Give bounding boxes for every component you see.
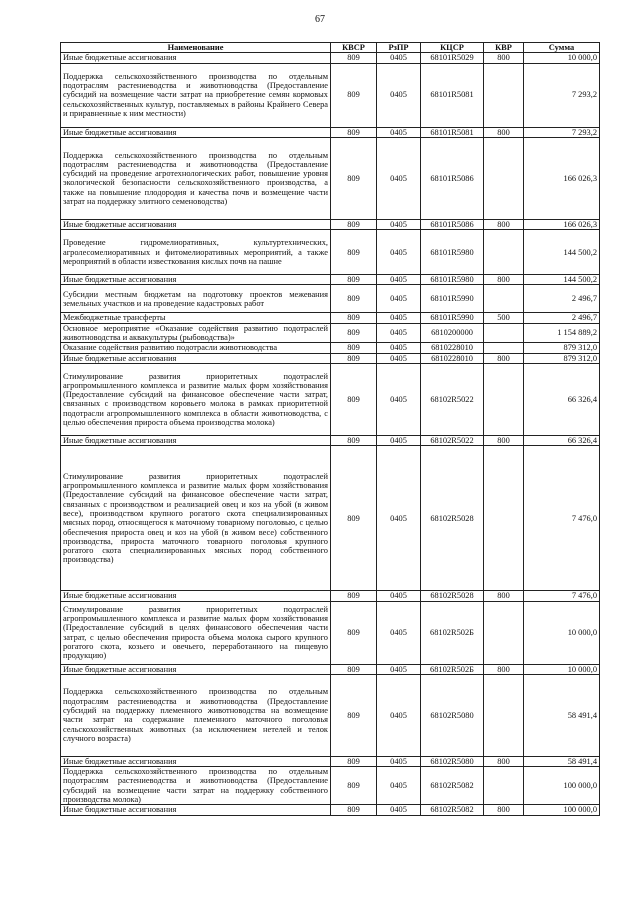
cell-kvsr: 809 — [331, 343, 377, 353]
cell-kcsr: 68102R5080 — [421, 756, 484, 766]
header-row — [61, 43, 600, 53]
cell-name: Иные бюджетные ассигнования — [61, 275, 331, 285]
cell-kvr — [484, 285, 524, 313]
header-kvr: КВР — [484, 43, 524, 53]
cell-sum: 100 000,0 — [524, 805, 600, 815]
cell-sum: 7 293,2 — [524, 63, 600, 127]
table-row — [61, 285, 600, 313]
cell-kcsr: 68101R5081 — [421, 63, 484, 127]
table-row — [61, 805, 600, 815]
cell-rzpr: 0405 — [377, 275, 421, 285]
cell-kvsr: 809 — [331, 435, 377, 445]
cell-kcsr: 68102R5082 — [421, 805, 484, 815]
cell-sum: 58 491,4 — [524, 674, 600, 756]
cell-sum: 2 496,7 — [524, 285, 600, 313]
cell-sum: 10 000,0 — [524, 53, 600, 63]
table-row — [61, 767, 600, 805]
cell-name: Основное мероприятие «Оказание содействия развитию подотраслей животноводства и аквакультуры (рыбоводства)» — [61, 323, 331, 343]
cell-kcsr: 68102R502Б — [421, 601, 484, 664]
cell-kvsr: 809 — [331, 805, 377, 815]
cell-rzpr: 0405 — [377, 285, 421, 313]
cell-kvsr: 809 — [331, 446, 377, 591]
cell-kcsr: 6810200000 — [421, 323, 484, 343]
cell-kcsr: 68102R5022 — [421, 363, 484, 435]
cell-kvsr: 809 — [331, 219, 377, 229]
cell-kvr: 800 — [484, 127, 524, 137]
cell-sum: 879 312,0 — [524, 353, 600, 363]
cell-kcsr: 68102R5080 — [421, 674, 484, 756]
cell-name: Поддержка сельскохозяйственного производства по отдельным подотраслям растениеводства и животноводства (Предоставление субсидий на возмещение части затрат на приобретение семян кормовых сельскохозяйственных культур, поставляемых в районы Крайнего Севера и приравненные к ним местности) — [61, 63, 331, 127]
cell-kcsr: 68101R5980 — [421, 275, 484, 285]
cell-kvr — [484, 63, 524, 127]
cell-sum: 144 500,2 — [524, 275, 600, 285]
table-row — [61, 601, 600, 664]
table-row — [61, 674, 600, 756]
cell-rzpr: 0405 — [377, 767, 421, 805]
cell-kvr: 800 — [484, 756, 524, 766]
table-row — [61, 435, 600, 445]
cell-name: Иные бюджетные ассигнования — [61, 756, 331, 766]
cell-sum: 66 326,4 — [524, 363, 600, 435]
cell-rzpr: 0405 — [377, 137, 421, 219]
cell-kvsr: 809 — [331, 591, 377, 601]
cell-kcsr: 68101R5086 — [421, 137, 484, 219]
cell-rzpr: 0405 — [377, 127, 421, 137]
budget-table — [60, 42, 600, 816]
table-row — [61, 230, 600, 275]
cell-kcsr: 68101R5029 — [421, 53, 484, 63]
cell-sum: 7 293,2 — [524, 127, 600, 137]
cell-kvr: 800 — [484, 591, 524, 601]
header-kcsr: КЦСР — [421, 43, 484, 53]
cell-kcsr: 6810228010 — [421, 353, 484, 363]
table-row — [61, 664, 600, 674]
cell-sum: 7 476,0 — [524, 591, 600, 601]
cell-kvr: 800 — [484, 435, 524, 445]
cell-sum: 166 026,3 — [524, 219, 600, 229]
cell-kvsr: 809 — [331, 63, 377, 127]
cell-kvr — [484, 343, 524, 353]
table-row — [61, 219, 600, 229]
cell-kvsr: 809 — [331, 674, 377, 756]
cell-name: Иные бюджетные ассигнования — [61, 591, 331, 601]
header-rzpr: РзПР — [377, 43, 421, 53]
cell-name: Стимулирование развития приоритетных подотраслей агропромышленного комплекса и развитие малых форм хозяйствования (Предоставление субсидий на финансовое обеспечение части затрат, связанных с производством и реализацией овец и коз на убой (в живом весе), производством крупного рогатого скота специализированных мясных пород, относящегося к маточному товарному поголовью, с целью обеспечения прироста овец и коз на убой (в живом весе) собственного производства, прироста маточного товарного поголовья крупного рогатого скота специализированных мясных пород собственного производства) — [61, 446, 331, 591]
cell-kcsr: 68102R5028 — [421, 591, 484, 601]
cell-name: Субсидии местным бюджетам на подготовку проектов межевания земельных участков и на проведение кадастровых работ — [61, 285, 331, 313]
cell-kcsr: 68101R5081 — [421, 127, 484, 137]
cell-rzpr: 0405 — [377, 63, 421, 127]
table-row — [61, 591, 600, 601]
cell-name: Иные бюджетные ассигнования — [61, 805, 331, 815]
cell-kvr — [484, 137, 524, 219]
cell-kcsr: 68102R5028 — [421, 446, 484, 591]
cell-name: Иные бюджетные ассигнования — [61, 219, 331, 229]
cell-sum: 10 000,0 — [524, 664, 600, 674]
cell-kvsr: 809 — [331, 230, 377, 275]
cell-kvsr: 809 — [331, 285, 377, 313]
cell-sum: 66 326,4 — [524, 435, 600, 445]
table-row — [61, 756, 600, 766]
cell-kvsr: 809 — [331, 664, 377, 674]
cell-name: Проведение гидромелиоративных, культуртехнических, агролесомелиоративных и фитомелиоративных мероприятий, а также мероприятий в области известкования кислых почв на пашне — [61, 230, 331, 275]
cell-rzpr: 0405 — [377, 53, 421, 63]
table-row — [61, 446, 600, 591]
cell-sum: 7 476,0 — [524, 446, 600, 591]
cell-sum: 100 000,0 — [524, 767, 600, 805]
cell-kvsr: 809 — [331, 363, 377, 435]
cell-kvsr: 809 — [331, 313, 377, 323]
cell-kcsr: 68101R5990 — [421, 285, 484, 313]
cell-rzpr: 0405 — [377, 435, 421, 445]
cell-sum: 1 154 889,2 — [524, 323, 600, 343]
cell-kvsr: 809 — [331, 323, 377, 343]
table-row — [61, 313, 600, 323]
cell-name: Иные бюджетные ассигнования — [61, 435, 331, 445]
cell-name: Иные бюджетные ассигнования — [61, 664, 331, 674]
cell-kvr — [484, 767, 524, 805]
table-row — [61, 127, 600, 137]
table-row — [61, 343, 600, 353]
cell-kvsr: 809 — [331, 275, 377, 285]
cell-rzpr: 0405 — [377, 664, 421, 674]
header-name: Наименование — [61, 43, 331, 53]
cell-name: Иные бюджетные ассигнования — [61, 353, 331, 363]
cell-kcsr: 68102R5022 — [421, 435, 484, 445]
table-row — [61, 275, 600, 285]
cell-rzpr: 0405 — [377, 230, 421, 275]
cell-kvr: 500 — [484, 313, 524, 323]
cell-kvr: 800 — [484, 805, 524, 815]
cell-rzpr: 0405 — [377, 219, 421, 229]
cell-kvr: 800 — [484, 275, 524, 285]
cell-rzpr: 0405 — [377, 446, 421, 591]
table-row — [61, 63, 600, 127]
cell-kcsr: 68101R5086 — [421, 219, 484, 229]
cell-kvr — [484, 674, 524, 756]
cell-sum: 166 026,3 — [524, 137, 600, 219]
cell-name: Поддержка сельскохозяйственного производства по отдельным подотраслям растениеводства и животноводства (Предоставление субсидий на возмещение части затрат на поддержку собственного производства молока) — [61, 767, 331, 805]
cell-rzpr: 0405 — [377, 343, 421, 353]
cell-rzpr: 0405 — [377, 591, 421, 601]
cell-kvsr: 809 — [331, 127, 377, 137]
table-row — [61, 323, 600, 343]
cell-kvr: 800 — [484, 353, 524, 363]
cell-name: Стимулирование развития приоритетных подотраслей агропромышленного комплекса и развитие малых форм хозяйствования (Предоставление субсидий на финансовое обеспечение части затрат, связанных с производством коровьего молока в рамках приоритетной подотрасли агропромышленного комплекса в области животноводства, с целью обеспечения прироста объема производства молока) — [61, 363, 331, 435]
cell-sum: 144 500,2 — [524, 230, 600, 275]
cell-kvr — [484, 363, 524, 435]
cell-rzpr: 0405 — [377, 601, 421, 664]
table-row — [61, 353, 600, 363]
cell-rzpr: 0405 — [377, 756, 421, 766]
header-sum: Сумма — [524, 43, 600, 53]
cell-kcsr: 68101R5980 — [421, 230, 484, 275]
cell-rzpr: 0405 — [377, 674, 421, 756]
cell-sum: 58 491,4 — [524, 756, 600, 766]
cell-name: Иные бюджетные ассигнования — [61, 127, 331, 137]
cell-kvsr: 809 — [331, 353, 377, 363]
cell-kvr: 800 — [484, 219, 524, 229]
cell-rzpr: 0405 — [377, 313, 421, 323]
cell-kcsr: 68102R502Б — [421, 664, 484, 674]
cell-kvsr: 809 — [331, 767, 377, 805]
cell-sum: 879 312,0 — [524, 343, 600, 353]
cell-kvr — [484, 323, 524, 343]
cell-kvsr: 809 — [331, 53, 377, 63]
cell-rzpr: 0405 — [377, 363, 421, 435]
cell-kvr — [484, 230, 524, 275]
cell-rzpr: 0405 — [377, 353, 421, 363]
cell-name: Поддержка сельскохозяйственного производства по отдельным подотраслям растениеводства и животноводства (Предоставление субсидий на проведение агротехнологических работ, повышение уровня экологической безопасности сельскохозяйственного производства, а также на повышение плодородия и качества почв и возмещение части затрат на поддержку элитного семеноводства) — [61, 137, 331, 219]
cell-kvr: 800 — [484, 664, 524, 674]
cell-kcsr: 68101R5990 — [421, 313, 484, 323]
cell-sum: 2 496,7 — [524, 313, 600, 323]
page-number: 67 — [315, 14, 325, 25]
table-row — [61, 53, 600, 63]
cell-rzpr: 0405 — [377, 323, 421, 343]
table-row — [61, 137, 600, 219]
cell-name: Межбюджетные трансферты — [61, 313, 331, 323]
header-kvsr: КВСР — [331, 43, 377, 53]
cell-kcsr: 6810228010 — [421, 343, 484, 353]
cell-kvr — [484, 601, 524, 664]
cell-name: Оказание содействия развитию подотрасли животноводства — [61, 343, 331, 353]
table-row — [61, 363, 600, 435]
cell-kvsr: 809 — [331, 601, 377, 664]
cell-sum: 10 000,0 — [524, 601, 600, 664]
cell-kvsr: 809 — [331, 137, 377, 219]
cell-name: Стимулирование развития приоритетных подотраслей агропромышленного комплекса и развитие малых форм хозяйствования (Предоставление субсидий в целях финансового обеспечения части затрат, с целью обеспечения прироста объема молока сырого крупного рогатого скота, козьего и овечьего, переработанного на пищевую продукцию) — [61, 601, 331, 664]
cell-kcsr: 68102R5082 — [421, 767, 484, 805]
cell-kvr — [484, 446, 524, 591]
cell-kvsr: 809 — [331, 756, 377, 766]
cell-name: Поддержка сельскохозяйственного производства по отдельным подотраслям растениеводства и животноводства (Предоставление субсидий на поддержку племенного животноводства на возмещение части затрат на содержание племенного маточного поголовья сельскохозяйственных животных (за исключением нетелей и телок случного возраста) — [61, 674, 331, 756]
cell-kvr: 800 — [484, 53, 524, 63]
cell-rzpr: 0405 — [377, 805, 421, 815]
cell-name: Иные бюджетные ассигнования — [61, 53, 331, 63]
